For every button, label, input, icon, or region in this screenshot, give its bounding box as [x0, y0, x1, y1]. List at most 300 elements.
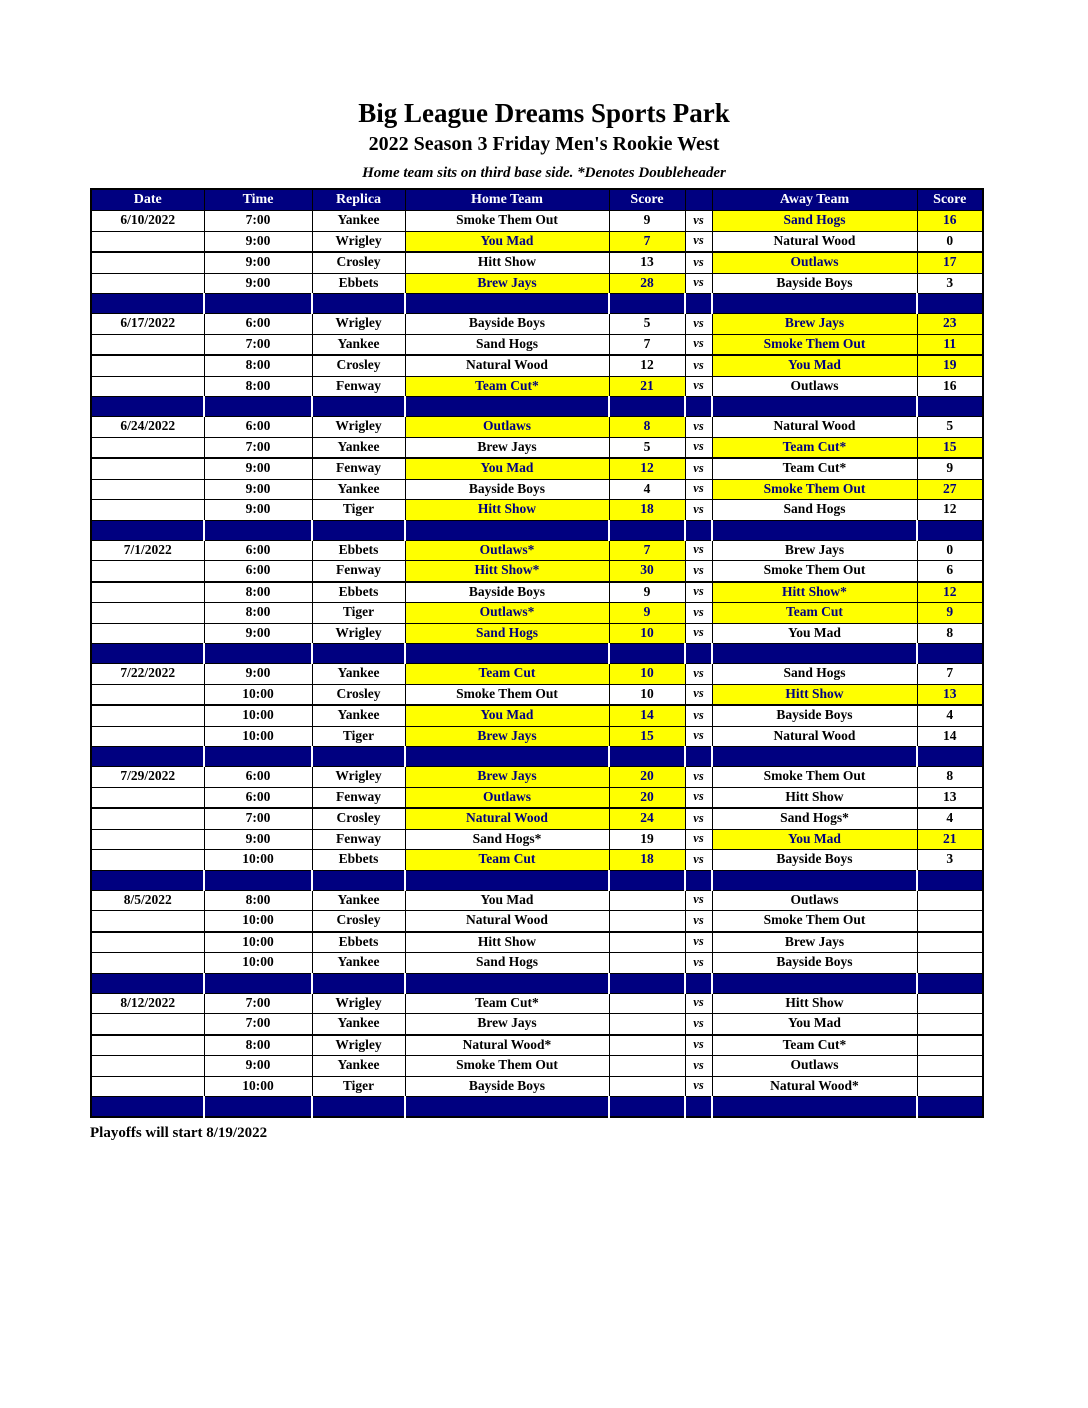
home-team-cell: Smoke Them Out	[405, 1056, 609, 1077]
date-cell	[91, 231, 204, 252]
replica-cell: Fenway	[312, 458, 405, 479]
date-cell	[91, 953, 204, 974]
separator-cell	[204, 644, 312, 664]
schedule-row	[91, 911, 983, 932]
separator-cell	[204, 294, 312, 314]
home-score-cell	[609, 1076, 685, 1097]
group-separator-row	[91, 973, 983, 993]
away-score-cell	[917, 932, 983, 953]
time-cell: 10:00	[204, 726, 312, 747]
schedule-row	[91, 767, 983, 788]
separator-cell	[712, 1097, 917, 1118]
separator-cell	[609, 397, 685, 417]
away-team-cell: Sand Hogs	[712, 211, 917, 232]
vs-cell: vs	[685, 890, 712, 911]
time-cell: 10:00	[204, 1076, 312, 1097]
replica-cell: Tiger	[312, 1076, 405, 1097]
page-title: Big League Dreams Sports Park	[358, 98, 730, 128]
replica-cell: Crosley	[312, 355, 405, 376]
separator-cell	[609, 520, 685, 540]
replica-cell: Wrigley	[312, 623, 405, 644]
separator-cell	[405, 747, 609, 767]
separator-cell	[609, 1097, 685, 1118]
separator-cell	[405, 397, 609, 417]
separator-cell	[917, 973, 983, 993]
schedule-row	[91, 437, 983, 458]
home-team-cell: Brew Jays	[405, 767, 609, 788]
replica-cell: Tiger	[312, 603, 405, 624]
home-score-cell: 5	[609, 437, 685, 458]
away-team-cell: Team Cut*	[712, 458, 917, 479]
home-team-cell: Smoke Them Out	[405, 684, 609, 705]
group-separator-row	[91, 1097, 983, 1118]
away-score-cell: 17	[917, 252, 983, 273]
away-score-cell: 21	[917, 829, 983, 850]
home-team-cell: Sand Hogs	[405, 623, 609, 644]
away-score-cell	[917, 1035, 983, 1056]
vs-cell: vs	[685, 850, 712, 871]
date-cell	[91, 458, 204, 479]
away-team-cell: Brew Jays	[712, 932, 917, 953]
away-team-cell: Natural Wood*	[712, 1076, 917, 1097]
replica-cell: Yankee	[312, 664, 405, 685]
home-team-cell: Natural Wood	[405, 911, 609, 932]
replica-cell: Yankee	[312, 437, 405, 458]
separator-cell	[917, 747, 983, 767]
away-team-cell: Smoke Them Out	[712, 561, 917, 582]
home-score-cell: 20	[609, 787, 685, 808]
replica-cell: Yankee	[312, 1056, 405, 1077]
away-team-cell: Team Cut*	[712, 1035, 917, 1056]
away-score-cell	[917, 1056, 983, 1077]
replica-cell: Crosley	[312, 808, 405, 829]
home-team-cell: Bayside Boys	[405, 582, 609, 603]
separator-cell	[312, 520, 405, 540]
time-cell: 8:00	[204, 376, 312, 397]
away-team-cell: Sand Hogs*	[712, 808, 917, 829]
replica-cell: Yankee	[312, 1014, 405, 1035]
away-score-cell: 11	[917, 334, 983, 355]
home-team-cell: Sand Hogs*	[405, 829, 609, 850]
time-cell: 9:00	[204, 829, 312, 850]
date-cell	[91, 623, 204, 644]
away-team-cell: Team Cut*	[712, 437, 917, 458]
date-cell	[91, 829, 204, 850]
separator-cell	[917, 644, 983, 664]
time-cell: 6:00	[204, 540, 312, 561]
separator-cell	[312, 644, 405, 664]
home-team-cell: Outlaws*	[405, 603, 609, 624]
separator-cell	[204, 973, 312, 993]
time-cell: 8:00	[204, 603, 312, 624]
replica-cell: Ebbets	[312, 582, 405, 603]
separator-cell	[204, 397, 312, 417]
header-home-team: Home Team	[405, 189, 609, 211]
replica-cell: Ebbets	[312, 540, 405, 561]
home-score-cell: 7	[609, 334, 685, 355]
separator-cell	[91, 870, 204, 890]
schedule-row	[91, 231, 983, 252]
away-team-cell: Bayside Boys	[712, 273, 917, 294]
date-cell	[91, 437, 204, 458]
replica-cell: Tiger	[312, 500, 405, 521]
replica-cell: Wrigley	[312, 1035, 405, 1056]
away-score-cell: 15	[917, 437, 983, 458]
vs-cell: vs	[685, 231, 712, 252]
separator-cell	[712, 747, 917, 767]
away-score-cell: 19	[917, 355, 983, 376]
date-cell: 7/1/2022	[91, 540, 204, 561]
header-time: Time	[204, 189, 312, 211]
replica-cell: Ebbets	[312, 850, 405, 871]
away-score-cell	[917, 1014, 983, 1035]
home-score-cell: 12	[609, 355, 685, 376]
date-cell	[91, 582, 204, 603]
time-cell: 10:00	[204, 684, 312, 705]
vs-cell: vs	[685, 417, 712, 438]
time-cell: 7:00	[204, 808, 312, 829]
replica-cell: Wrigley	[312, 417, 405, 438]
date-cell	[91, 376, 204, 397]
away-score-cell: 13	[917, 684, 983, 705]
date-cell	[91, 1014, 204, 1035]
date-cell	[91, 603, 204, 624]
vs-cell: vs	[685, 808, 712, 829]
schedule-row	[91, 376, 983, 397]
replica-cell: Crosley	[312, 684, 405, 705]
separator-cell	[712, 294, 917, 314]
home-team-cell: Brew Jays	[405, 1014, 609, 1035]
away-team-cell: You Mad	[712, 829, 917, 850]
home-team-cell: Bayside Boys	[405, 1076, 609, 1097]
away-score-cell: 4	[917, 808, 983, 829]
vs-cell: vs	[685, 993, 712, 1014]
home-team-cell: Smoke Them Out	[405, 211, 609, 232]
home-score-cell: 24	[609, 808, 685, 829]
time-cell: 6:00	[204, 767, 312, 788]
vs-cell: vs	[685, 1035, 712, 1056]
away-team-cell: You Mad	[712, 355, 917, 376]
away-team-cell: Smoke Them Out	[712, 911, 917, 932]
replica-cell: Yankee	[312, 211, 405, 232]
away-score-cell: 8	[917, 767, 983, 788]
time-cell: 9:00	[204, 231, 312, 252]
away-team-cell: Hitt Show	[712, 787, 917, 808]
separator-cell	[312, 973, 405, 993]
away-team-cell: Bayside Boys	[712, 850, 917, 871]
separator-cell	[405, 973, 609, 993]
vs-cell: vs	[685, 500, 712, 521]
away-score-cell: 13	[917, 787, 983, 808]
home-team-cell: You Mad	[405, 458, 609, 479]
separator-cell	[91, 397, 204, 417]
away-team-cell: Hitt Show	[712, 684, 917, 705]
separator-cell	[917, 870, 983, 890]
away-score-cell: 3	[917, 850, 983, 871]
separator-cell	[405, 294, 609, 314]
home-score-cell: 28	[609, 273, 685, 294]
time-cell: 9:00	[204, 500, 312, 521]
away-team-cell: Outlaws	[712, 376, 917, 397]
time-cell: 9:00	[204, 458, 312, 479]
vs-cell: vs	[685, 726, 712, 747]
replica-cell: Wrigley	[312, 231, 405, 252]
schedule-row	[91, 664, 983, 685]
time-cell: 9:00	[204, 1056, 312, 1077]
vs-cell: vs	[685, 1076, 712, 1097]
home-team-cell: Outlaws*	[405, 540, 609, 561]
schedule-row	[91, 890, 983, 911]
away-team-cell: You Mad	[712, 623, 917, 644]
schedule-row	[91, 458, 983, 479]
separator-cell	[312, 294, 405, 314]
home-score-cell: 12	[609, 458, 685, 479]
home-team-cell: Hitt Show	[405, 252, 609, 273]
vs-cell: vs	[685, 479, 712, 500]
schedule-row	[91, 705, 983, 726]
away-score-cell: 8	[917, 623, 983, 644]
time-cell: 7:00	[204, 993, 312, 1014]
away-team-cell: Bayside Boys	[712, 705, 917, 726]
home-team-cell: Outlaws	[405, 417, 609, 438]
away-score-cell: 4	[917, 705, 983, 726]
away-score-cell: 12	[917, 500, 983, 521]
home-score-cell: 5	[609, 314, 685, 335]
schedule-row	[91, 252, 983, 273]
vs-cell: vs	[685, 376, 712, 397]
time-cell: 6:00	[204, 314, 312, 335]
home-score-cell: 18	[609, 850, 685, 871]
schedule-body	[91, 211, 983, 1118]
playoffs-note: Playoffs will start 8/19/2022	[90, 1125, 268, 1141]
date-cell	[91, 850, 204, 871]
home-team-cell: Natural Wood*	[405, 1035, 609, 1056]
away-team-cell: Outlaws	[712, 252, 917, 273]
home-team-cell: Team Cut	[405, 664, 609, 685]
time-cell: 7:00	[204, 334, 312, 355]
date-cell: 8/12/2022	[91, 993, 204, 1014]
away-score-cell: 12	[917, 582, 983, 603]
date-cell	[91, 705, 204, 726]
time-cell: 8:00	[204, 890, 312, 911]
date-cell	[91, 1076, 204, 1097]
vs-cell: vs	[685, 252, 712, 273]
vs-cell: vs	[685, 458, 712, 479]
date-cell	[91, 726, 204, 747]
group-separator-row	[91, 397, 983, 417]
replica-cell: Crosley	[312, 911, 405, 932]
away-team-cell: You Mad	[712, 1014, 917, 1035]
away-team-cell: Natural Wood	[712, 231, 917, 252]
schedule-row	[91, 500, 983, 521]
away-score-cell	[917, 890, 983, 911]
separator-cell	[312, 870, 405, 890]
vs-cell: vs	[685, 314, 712, 335]
vs-cell: vs	[685, 211, 712, 232]
date-cell	[91, 684, 204, 705]
away-team-cell: Hitt Show	[712, 993, 917, 1014]
group-separator-row	[91, 520, 983, 540]
home-score-cell	[609, 932, 685, 953]
home-score-cell: 8	[609, 417, 685, 438]
vs-cell: vs	[685, 355, 712, 376]
vs-cell: vs	[685, 540, 712, 561]
separator-cell	[91, 520, 204, 540]
separator-cell	[91, 1097, 204, 1118]
away-team-cell: Hitt Show*	[712, 582, 917, 603]
schedule-row	[91, 829, 983, 850]
away-team-cell: Smoke Them Out	[712, 767, 917, 788]
vs-cell: vs	[685, 932, 712, 953]
away-score-cell: 3	[917, 273, 983, 294]
schedule-row	[91, 787, 983, 808]
date-cell: 8/5/2022	[91, 890, 204, 911]
date-cell	[91, 252, 204, 273]
time-cell: 9:00	[204, 664, 312, 685]
separator-cell	[91, 973, 204, 993]
table-header	[91, 189, 983, 211]
vs-cell: vs	[685, 767, 712, 788]
schedule-row	[91, 1014, 983, 1035]
separator-cell	[204, 870, 312, 890]
away-score-cell: 5	[917, 417, 983, 438]
time-cell: 9:00	[204, 479, 312, 500]
schedule-row	[91, 1076, 983, 1097]
separator-cell	[712, 644, 917, 664]
home-score-cell: 9	[609, 603, 685, 624]
replica-cell: Fenway	[312, 376, 405, 397]
home-team-cell: Hitt Show	[405, 932, 609, 953]
away-score-cell	[917, 993, 983, 1014]
home-score-cell	[609, 1035, 685, 1056]
separator-cell	[204, 1097, 312, 1118]
schedule-row	[91, 355, 983, 376]
header-replica: Replica	[312, 189, 405, 211]
vs-cell: vs	[685, 664, 712, 685]
replica-cell: Ebbets	[312, 932, 405, 953]
away-team-cell: Smoke Them Out	[712, 479, 917, 500]
home-team-cell: Hitt Show	[405, 500, 609, 521]
replica-cell: Crosley	[312, 252, 405, 273]
time-cell: 6:00	[204, 787, 312, 808]
separator-cell	[405, 1097, 609, 1118]
vs-cell: vs	[685, 705, 712, 726]
time-cell: 10:00	[204, 953, 312, 974]
group-separator-row	[91, 747, 983, 767]
schedule-row	[91, 603, 983, 624]
separator-cell	[685, 644, 712, 664]
schedule-row	[91, 1035, 983, 1056]
vs-cell: vs	[685, 334, 712, 355]
away-team-cell: Outlaws	[712, 890, 917, 911]
away-score-cell: 9	[917, 458, 983, 479]
separator-cell	[917, 520, 983, 540]
page-subtitle: 2022 Season 3 Friday Men's Rookie West	[368, 133, 720, 155]
separator-cell	[91, 747, 204, 767]
time-cell: 9:00	[204, 273, 312, 294]
home-score-cell: 18	[609, 500, 685, 521]
schedule-row	[91, 808, 983, 829]
home-team-cell: Hitt Show*	[405, 561, 609, 582]
away-score-cell: 16	[917, 376, 983, 397]
separator-cell	[609, 294, 685, 314]
away-team-cell: Bayside Boys	[712, 953, 917, 974]
home-score-cell: 30	[609, 561, 685, 582]
separator-cell	[685, 1097, 712, 1118]
date-cell	[91, 273, 204, 294]
date-cell	[91, 561, 204, 582]
separator-cell	[712, 870, 917, 890]
separator-cell	[685, 294, 712, 314]
separator-cell	[609, 870, 685, 890]
replica-cell: Fenway	[312, 787, 405, 808]
separator-cell	[312, 1097, 405, 1118]
home-score-cell	[609, 911, 685, 932]
date-cell	[91, 787, 204, 808]
home-team-cell: Team Cut*	[405, 993, 609, 1014]
home-score-cell: 19	[609, 829, 685, 850]
time-cell: 7:00	[204, 211, 312, 232]
away-team-cell: Outlaws	[712, 1056, 917, 1077]
schedule-row	[91, 1056, 983, 1077]
home-score-cell	[609, 1014, 685, 1035]
schedule-row	[91, 582, 983, 603]
home-team-cell: Bayside Boys	[405, 314, 609, 335]
date-cell	[91, 808, 204, 829]
date-cell	[91, 911, 204, 932]
home-score-cell	[609, 1056, 685, 1077]
separator-cell	[204, 747, 312, 767]
separator-cell	[204, 520, 312, 540]
vs-cell: vs	[685, 561, 712, 582]
schedule-row	[91, 334, 983, 355]
away-team-cell: Natural Wood	[712, 417, 917, 438]
group-separator-row	[91, 294, 983, 314]
header-away-score: Score	[917, 189, 983, 211]
date-cell	[91, 334, 204, 355]
time-cell: 7:00	[204, 1014, 312, 1035]
time-cell: 9:00	[204, 623, 312, 644]
time-cell: 7:00	[204, 437, 312, 458]
group-separator-row	[91, 644, 983, 664]
replica-cell: Ebbets	[312, 273, 405, 294]
date-cell: 7/22/2022	[91, 664, 204, 685]
home-team-cell: Sand Hogs	[405, 334, 609, 355]
home-team-cell: Team Cut	[405, 850, 609, 871]
separator-cell	[312, 747, 405, 767]
home-team-cell: Natural Wood	[405, 355, 609, 376]
separator-cell	[712, 397, 917, 417]
legend-note: Home team sits on third base side. *Denotes Doubleheader	[362, 165, 726, 181]
date-cell	[91, 500, 204, 521]
vs-cell: vs	[685, 582, 712, 603]
away-score-cell: 14	[917, 726, 983, 747]
home-score-cell: 9	[609, 582, 685, 603]
vs-cell: vs	[685, 684, 712, 705]
separator-cell	[609, 644, 685, 664]
date-cell	[91, 479, 204, 500]
home-score-cell: 10	[609, 623, 685, 644]
replica-cell: Yankee	[312, 890, 405, 911]
vs-cell: vs	[685, 437, 712, 458]
vs-cell: vs	[685, 1014, 712, 1035]
replica-cell: Yankee	[312, 953, 405, 974]
date-cell: 6/10/2022	[91, 211, 204, 232]
replica-cell: Fenway	[312, 561, 405, 582]
home-score-cell: 9	[609, 211, 685, 232]
home-score-cell: 7	[609, 540, 685, 561]
home-score-cell: 10	[609, 684, 685, 705]
